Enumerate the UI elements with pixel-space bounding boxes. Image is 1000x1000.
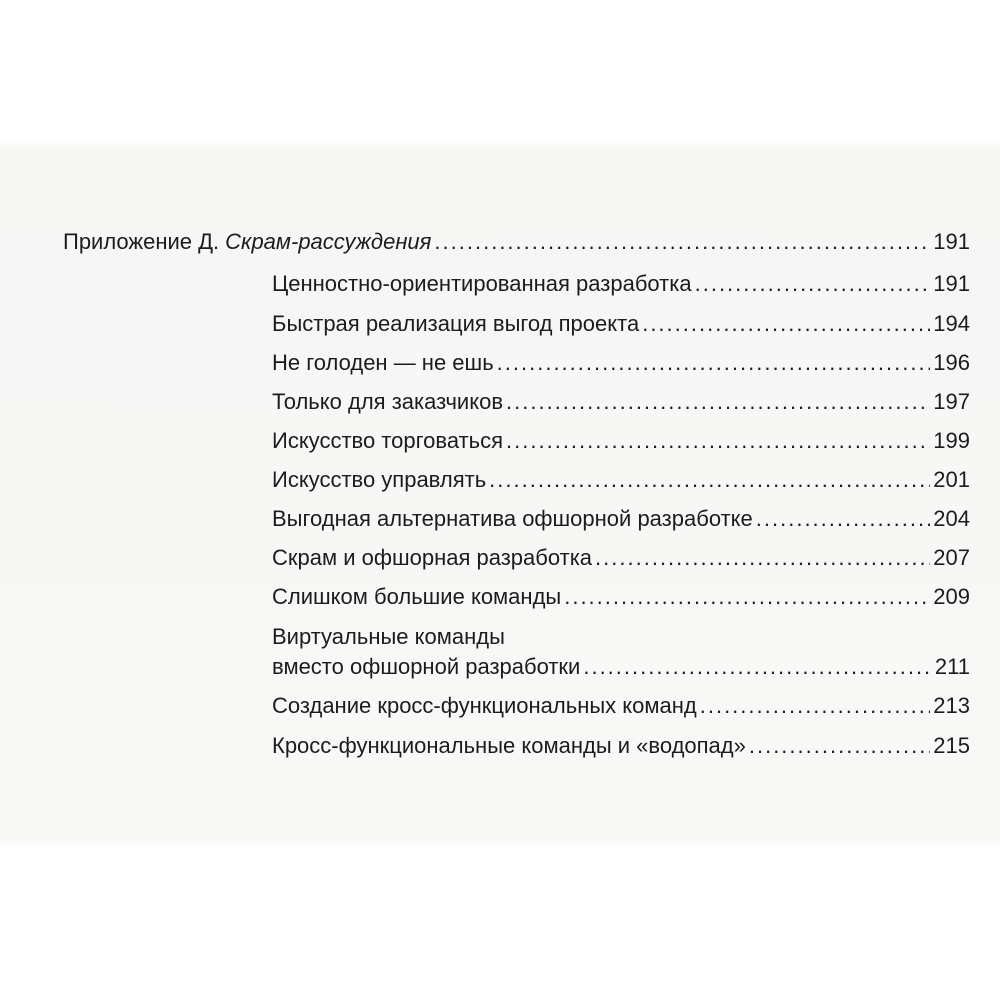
entry-title: Создание кросс-функциональных команд (272, 693, 697, 718)
entry-title: Слишком большие команды (272, 584, 562, 609)
page-number: 209 (933, 584, 970, 609)
chapter-prefix: Приложение Д. (63, 229, 220, 254)
toc-entry[interactable] (272, 543, 970, 573)
dot-leader (564, 582, 930, 612)
dot-leader (700, 691, 931, 721)
dot-leader (583, 652, 932, 682)
dot-leader (695, 269, 931, 299)
dot-leader (506, 426, 930, 456)
page-number: 207 (933, 545, 970, 570)
page-number: 197 (933, 389, 970, 414)
dot-leader (642, 309, 930, 339)
toc-entry[interactable] (272, 269, 970, 299)
entry-title: Искусство управлять (272, 467, 487, 492)
dot-leader (506, 387, 930, 417)
page-number: 213 (933, 693, 970, 718)
dot-leader (595, 543, 930, 573)
entry-title: Выгодная альтернатива офшорной разработке (272, 506, 753, 531)
entry-title: Только для заказчиков (272, 389, 504, 414)
dot-leader (749, 731, 930, 761)
page-number: 215 (933, 733, 970, 758)
entry-title: Скрам и офшорная разработка (272, 545, 593, 570)
dot-leader (497, 348, 931, 378)
toc-entry[interactable] (272, 426, 970, 456)
toc-entry[interactable] (272, 731, 970, 761)
entry-title: Быстрая реализация выгод проекта (272, 311, 640, 336)
entry-title: Искусство торговаться (272, 428, 504, 453)
dot-leader (434, 227, 930, 257)
page-number: 211 (934, 654, 970, 679)
toc-entry[interactable] (272, 387, 970, 417)
dot-leader (756, 504, 931, 534)
entry-title-line1: Виртуальные команды (272, 624, 505, 649)
entry-title: Кросс-функциональные команды и «водопад» (272, 733, 746, 758)
entry-title: Не голоден — не ешь (272, 350, 494, 375)
page-number: 196 (933, 350, 970, 375)
page-number: 201 (933, 467, 970, 492)
toc-entry[interactable] (272, 691, 970, 721)
dot-leader (489, 465, 930, 495)
toc-entry[interactable] (272, 582, 970, 612)
entry-title: вместо офшорной разработки (272, 654, 581, 679)
page-number: 204 (933, 506, 970, 531)
chapter-title: Скрам-рассуждения (225, 229, 432, 254)
entry-title: Ценностно-ориентированная разработка (272, 271, 692, 296)
toc-entry[interactable] (272, 348, 970, 378)
page-number: 191 (933, 229, 970, 254)
page-number: 199 (933, 428, 970, 453)
toc-entry[interactable] (272, 309, 970, 339)
toc-entry[interactable] (272, 652, 970, 682)
page-number: 194 (933, 311, 970, 336)
page-number: 191 (933, 271, 970, 296)
toc-chapter-line[interactable] (63, 227, 970, 257)
toc-entry[interactable] (272, 504, 970, 534)
toc-entry[interactable] (272, 465, 970, 495)
